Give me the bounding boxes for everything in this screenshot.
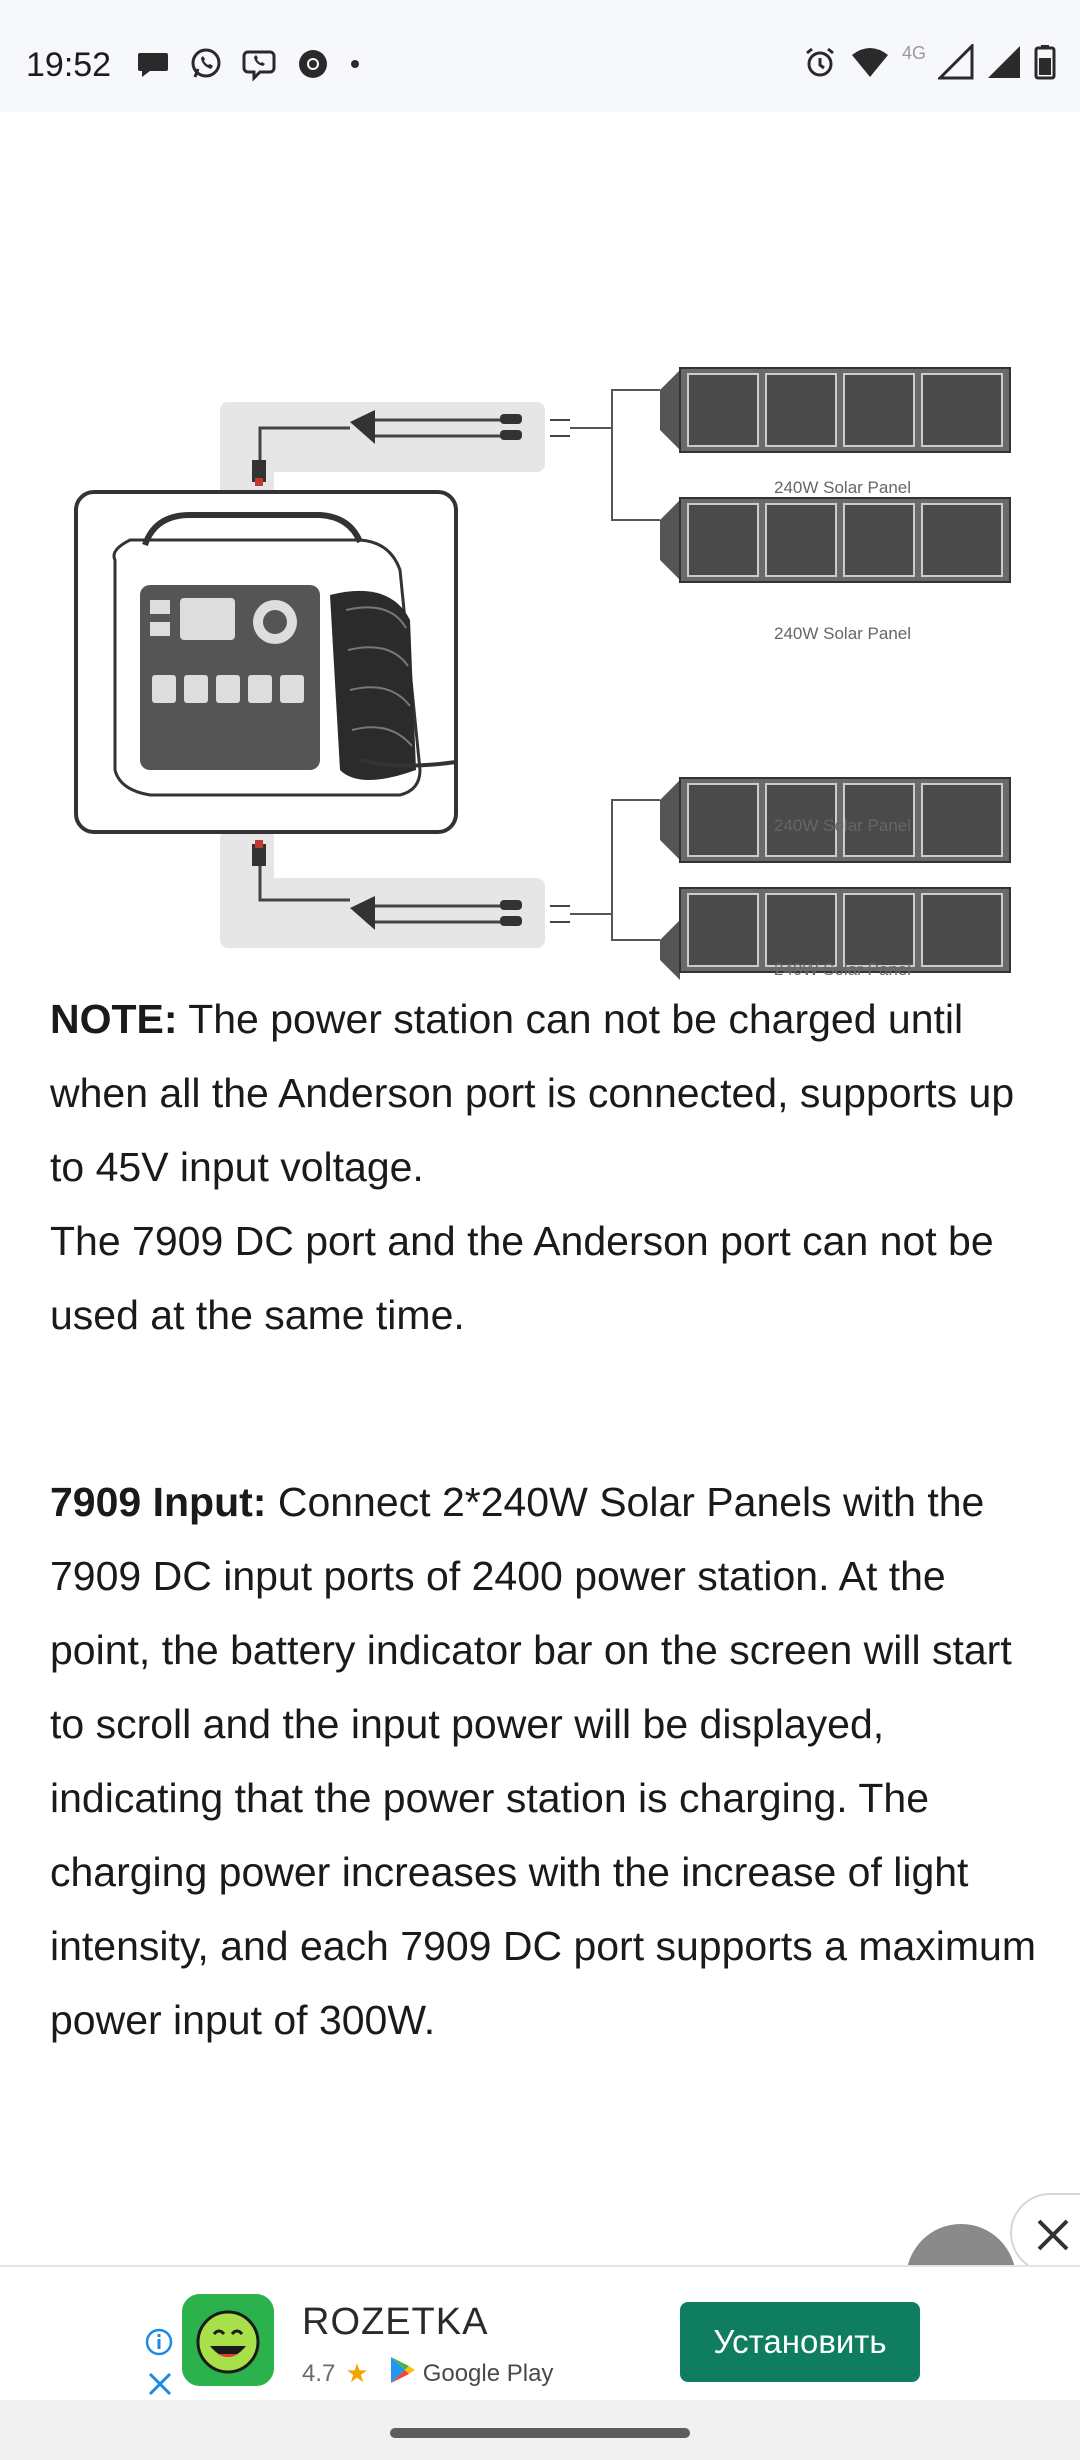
note-text: The power station can not be charged until when all the Anderson port is connected, supports up to 45V input voltage. — [50, 996, 1015, 1190]
note-paragraph — [50, 982, 1040, 1352]
input-paragraph — [50, 1465, 1040, 2057]
app-rating: 4.7 — [302, 2359, 336, 2387]
app-icon[interactable] — [182, 2294, 274, 2386]
solar-panel-2 — [660, 498, 1010, 582]
battery-icon — [1034, 44, 1056, 80]
panel-label-4: 240W Solar Panel — [774, 960, 912, 979]
app-rating-row — [302, 2355, 553, 2392]
input-text: Connect 2*240W Solar Panels with the 7909 DC input ports of 2400 power station. At the point, the battery indicator bar on the screen will start to scroll and the input power will be displayed, indicating that the power station is charging. The charging power increases with the increase of light intensity, and each 7909 DC port supports a maximum power input of 300W. — [50, 1479, 1037, 2043]
viber-icon — [242, 46, 278, 82]
note-heading: NOTE: — [50, 996, 178, 1042]
note-text-2: The 7909 DC port and the Anderson port can not be used at the same time. — [50, 1218, 994, 1338]
install-button[interactable]: Установить — [680, 2302, 920, 2382]
signal-icon-1 — [938, 44, 974, 80]
app-name[interactable]: ROZETKA — [302, 2301, 489, 2343]
wifi-icon — [850, 45, 890, 79]
alarm-icon — [802, 44, 838, 80]
solar-panel-1 — [660, 368, 1010, 452]
store-name: Google Play — [422, 2359, 554, 2387]
store-badge — [389, 2355, 554, 2392]
panel-label-2: 240W Solar Panel — [774, 624, 912, 643]
whatsapp-icon — [188, 46, 224, 82]
home-gesture-handle[interactable] — [390, 2428, 690, 2438]
status-bar — [0, 0, 1080, 112]
panel-label-1: 240W Solar Panel — [774, 478, 912, 497]
star-icon: ★ — [345, 2358, 369, 2388]
notification-icons — [136, 46, 362, 82]
status-time: 19:52 — [26, 46, 112, 84]
navigation-bar — [0, 2400, 1080, 2460]
network-type-label: 4G — [901, 42, 926, 63]
panel-label-3: 240W Solar Panel — [774, 816, 912, 835]
system-icons — [802, 44, 1056, 80]
chrome-icon — [296, 47, 330, 81]
ad-banner[interactable] — [0, 2265, 1080, 2400]
more-notifications-icon — [348, 57, 362, 71]
input-heading: 7909 Input: — [50, 1479, 267, 1525]
message-bubble-icon — [136, 47, 170, 81]
signal-icon-2 — [986, 44, 1022, 80]
solar-connection-diagram — [60, 350, 1020, 980]
google-play-icon — [389, 2355, 417, 2392]
ad-dismiss-icon[interactable] — [147, 2371, 173, 2402]
close-ad-button[interactable] — [1010, 2193, 1080, 2273]
ad-info-icon[interactable] — [144, 2327, 174, 2362]
